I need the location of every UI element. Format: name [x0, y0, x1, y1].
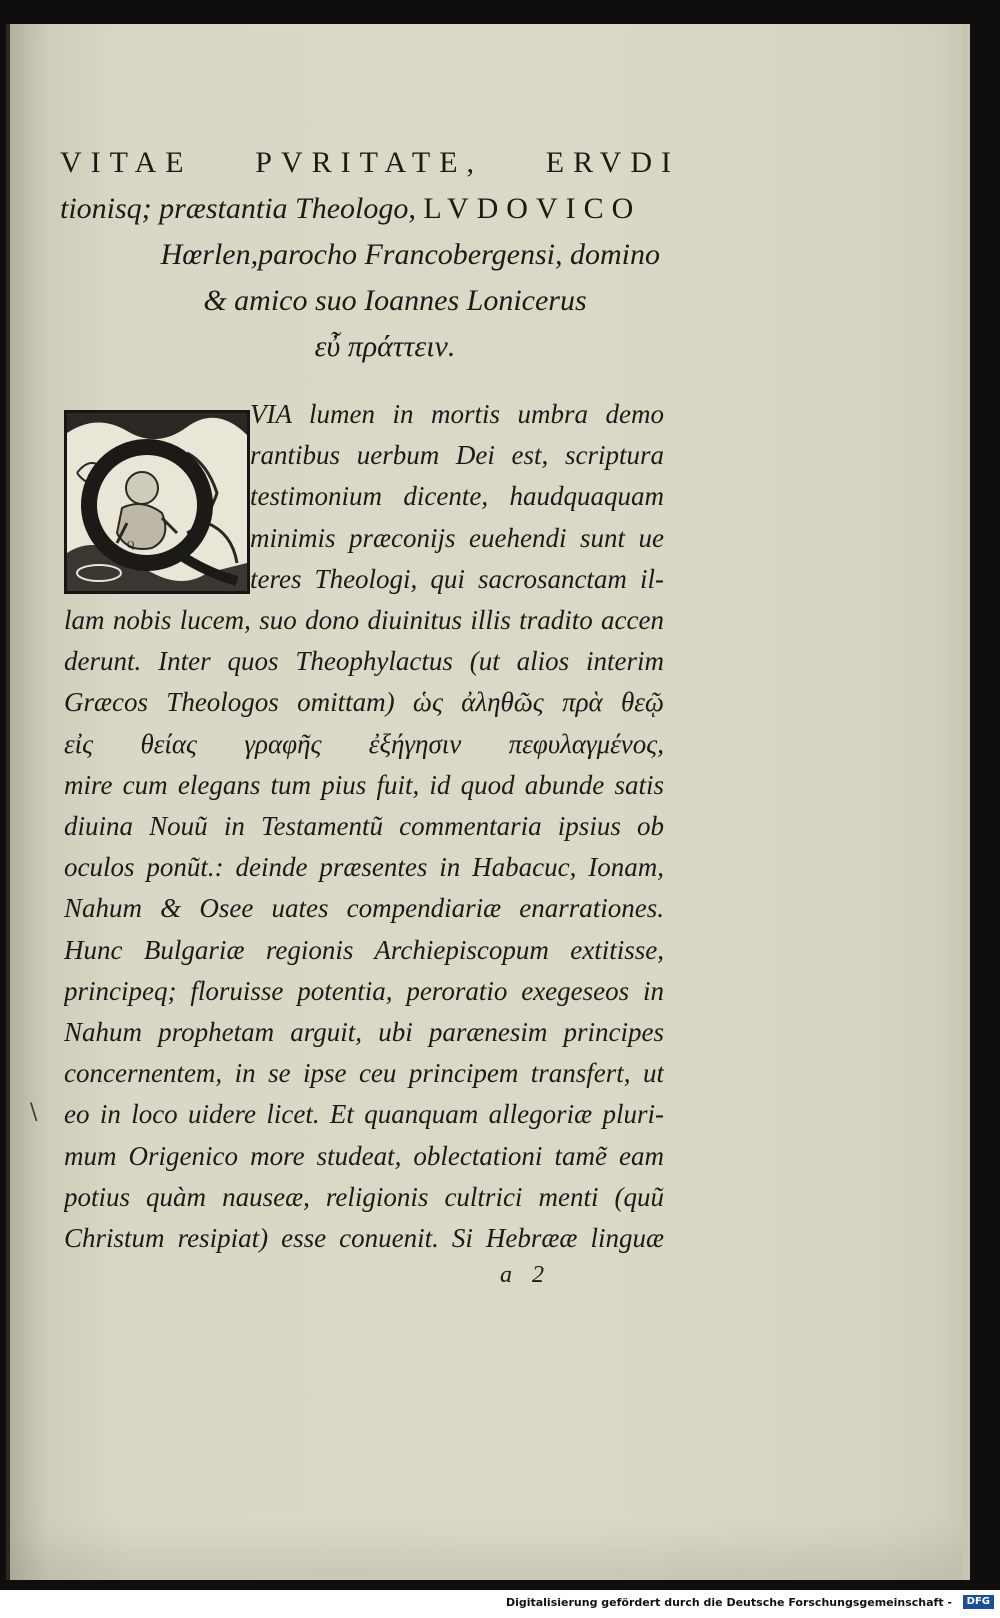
margin-mark: \: [30, 1100, 38, 1125]
body-line: lam nobis lucem, suo dono diuinitus illis tradito accen: [64, 605, 664, 636]
body-line: principeq; floruisse potentia, peroratio exegeseos in: [64, 975, 664, 1006]
funding-credit: Digitalisierung gefördert durch die Deutsche Forschungsgemeinschaft -: [505, 1596, 952, 1609]
dedication-heading: [60, 140, 680, 370]
signature-mark: a 2: [500, 1262, 544, 1288]
body-line: oculos ponũt.: deinde præsentes in Habacuc, Ionam,: [64, 852, 664, 883]
body-line: Græcos Theologos omittam) ὡς ἀληθῶς πρὰ θεῷ: [64, 687, 664, 718]
body-line: teres Theologi, qui sacrosanctam il-: [250, 563, 664, 594]
dfg-logo[interactable]: DFG: [963, 1595, 994, 1609]
body-line: testimonium dicente, haudquaquam: [250, 481, 664, 512]
body-line: Christum resipiat) esse conuenit. Si Hebrææ linguæ: [64, 1223, 664, 1254]
heading-line-1: VITAE PVRITATE, ERVDI: [60, 146, 680, 179]
heading-line-5: εὖ πράττειν.: [314, 330, 456, 363]
digitization-footer: [0, 1590, 1000, 1618]
body-line: derunt. Inter quos Theophylactus (ut alios interim: [64, 646, 664, 677]
heading-line-2-text: tionisq; præstantia Theologo,: [60, 192, 416, 225]
heading-line-3: Hœrlen,parocho Francobergensi, domino: [160, 238, 660, 271]
initial-letter-glyph: Q: [127, 540, 135, 551]
body-line: mire cum elegans tum pius fuit, id quod abunde satis: [64, 769, 664, 800]
body-line: concernentem, in se ipse ceu principem transfert, ut: [64, 1058, 664, 1089]
body-line: diuina Nouũ in Testamentũ commentaria ipsius ob: [64, 811, 664, 842]
body-line: Hunc Bulgariæ regionis Archiepiscopum extitisse,: [64, 934, 664, 965]
body-line: VIA lumen in mortis umbra demo: [250, 399, 664, 429]
page-edge: [962, 24, 970, 1580]
body-line: εἰς θείας γραφῆς ἐξήγησιν πεφυλαγμένος,: [64, 728, 664, 759]
heading-line-4: & amico suo Ioannes Lonicerus: [203, 284, 587, 317]
body-text-block: [64, 394, 664, 1259]
heading-line-2-caps: LVDOVICO: [423, 192, 642, 225]
heading-line-2: [60, 186, 680, 232]
body-line: potius quàm nauseæ, religionis cultrici menti (quũ: [64, 1181, 664, 1212]
body-line: Nahum & Osee uates compendiariæ enarrationes.: [64, 893, 664, 924]
body-line: rantibus uerbum Dei est, scriptura: [250, 440, 664, 471]
body-line: minimis præconijs euehendi sunt ue: [250, 522, 664, 553]
body-line: mum Origenico more studeat, oblectationi tamẽ eam: [64, 1140, 664, 1171]
body-line: Nahum prophetam arguit, ubi parænesim principes: [64, 1017, 664, 1048]
body-line: eo in loco uidere licet. Et quanquam allegoriæ pluri-: [64, 1099, 664, 1130]
